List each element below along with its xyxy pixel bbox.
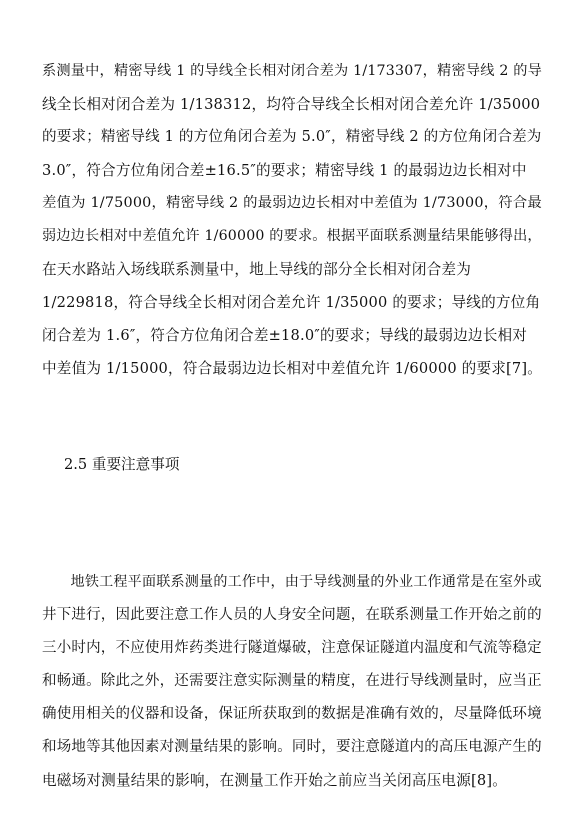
text-line: 井下进行，因此要注意工作人员的人身安全问题，在联系测量工作开始之前的 (42, 607, 542, 623)
text-line: 中差值为 1/15000，符合最弱边边长相对中差值允许 1/60000 的要求[7]。 (42, 360, 543, 377)
text-line: 和畅通。除此之外，还需要注意实际测量的精度，在进行导线测量时，应当正 (42, 673, 542, 689)
text-line: 确使用相关的仪器和设备，保证所获取到的数据是准确有效的，尽量降低环境 (42, 706, 542, 722)
paragraph-precautions (42, 566, 542, 797)
text-line: 系测量中，精密导线 1 的导线全长相对闭合差为 1/173307，精密导线 2 的导 (42, 63, 543, 79)
text-line: 3.0″，符合方位角闭合差±16.5″的要求；精密导线 1 的最弱边边长相对中 (42, 162, 527, 179)
text-line: 线全长相对闭合差为 1/138312，均符合导线全长相对闭合差允许 1/35000 (42, 96, 541, 113)
text-line: 三小时内，不应使用炸药类进行隧道爆破，注意保证隧道内温度和气流等稳定 (42, 640, 542, 656)
text-line: 地铁工程平面联系测量的工作中，由于导线测量的外业工作通常是在室外或 (42, 574, 542, 590)
text-line: 的要求；精密导线 1 的方位角闭合差为 5.0″，精密导线 2 的方位角闭合差为 (42, 129, 542, 145)
text-line: 弱边边长相对中差值允许 1/60000 的要求。根据平面联系测量结果能够得出， (42, 228, 542, 244)
text-line: 闭合差为 1.6″，符合方位角闭合差±18.0″的要求；导线的最弱边边长相对 (42, 327, 528, 344)
text-line: 在天水路站入场线联系测量中，地上导线的部分全长相对闭合差为 (42, 261, 472, 278)
text-line: 差值为 1/75000，精密导线 2 的最弱边边长相对中差值为 1/73000，符合最 (42, 195, 542, 211)
section-heading: 2.5 重要注意事项 (64, 456, 180, 473)
text-line: 电磁场对测量结果的影响，在测量工作开始之前应当关闭高压电源[8]。 (42, 772, 508, 789)
text-line: 和场地等其他因素对测量结果的影响。同时，要注意隧道内的高压电源产生的 (42, 739, 542, 755)
paragraph-measurement-results (42, 55, 542, 385)
text-line: 1/229818，符合导线全长相对闭合差允许 1/35000 的要求；导线的方位角 (42, 294, 541, 311)
